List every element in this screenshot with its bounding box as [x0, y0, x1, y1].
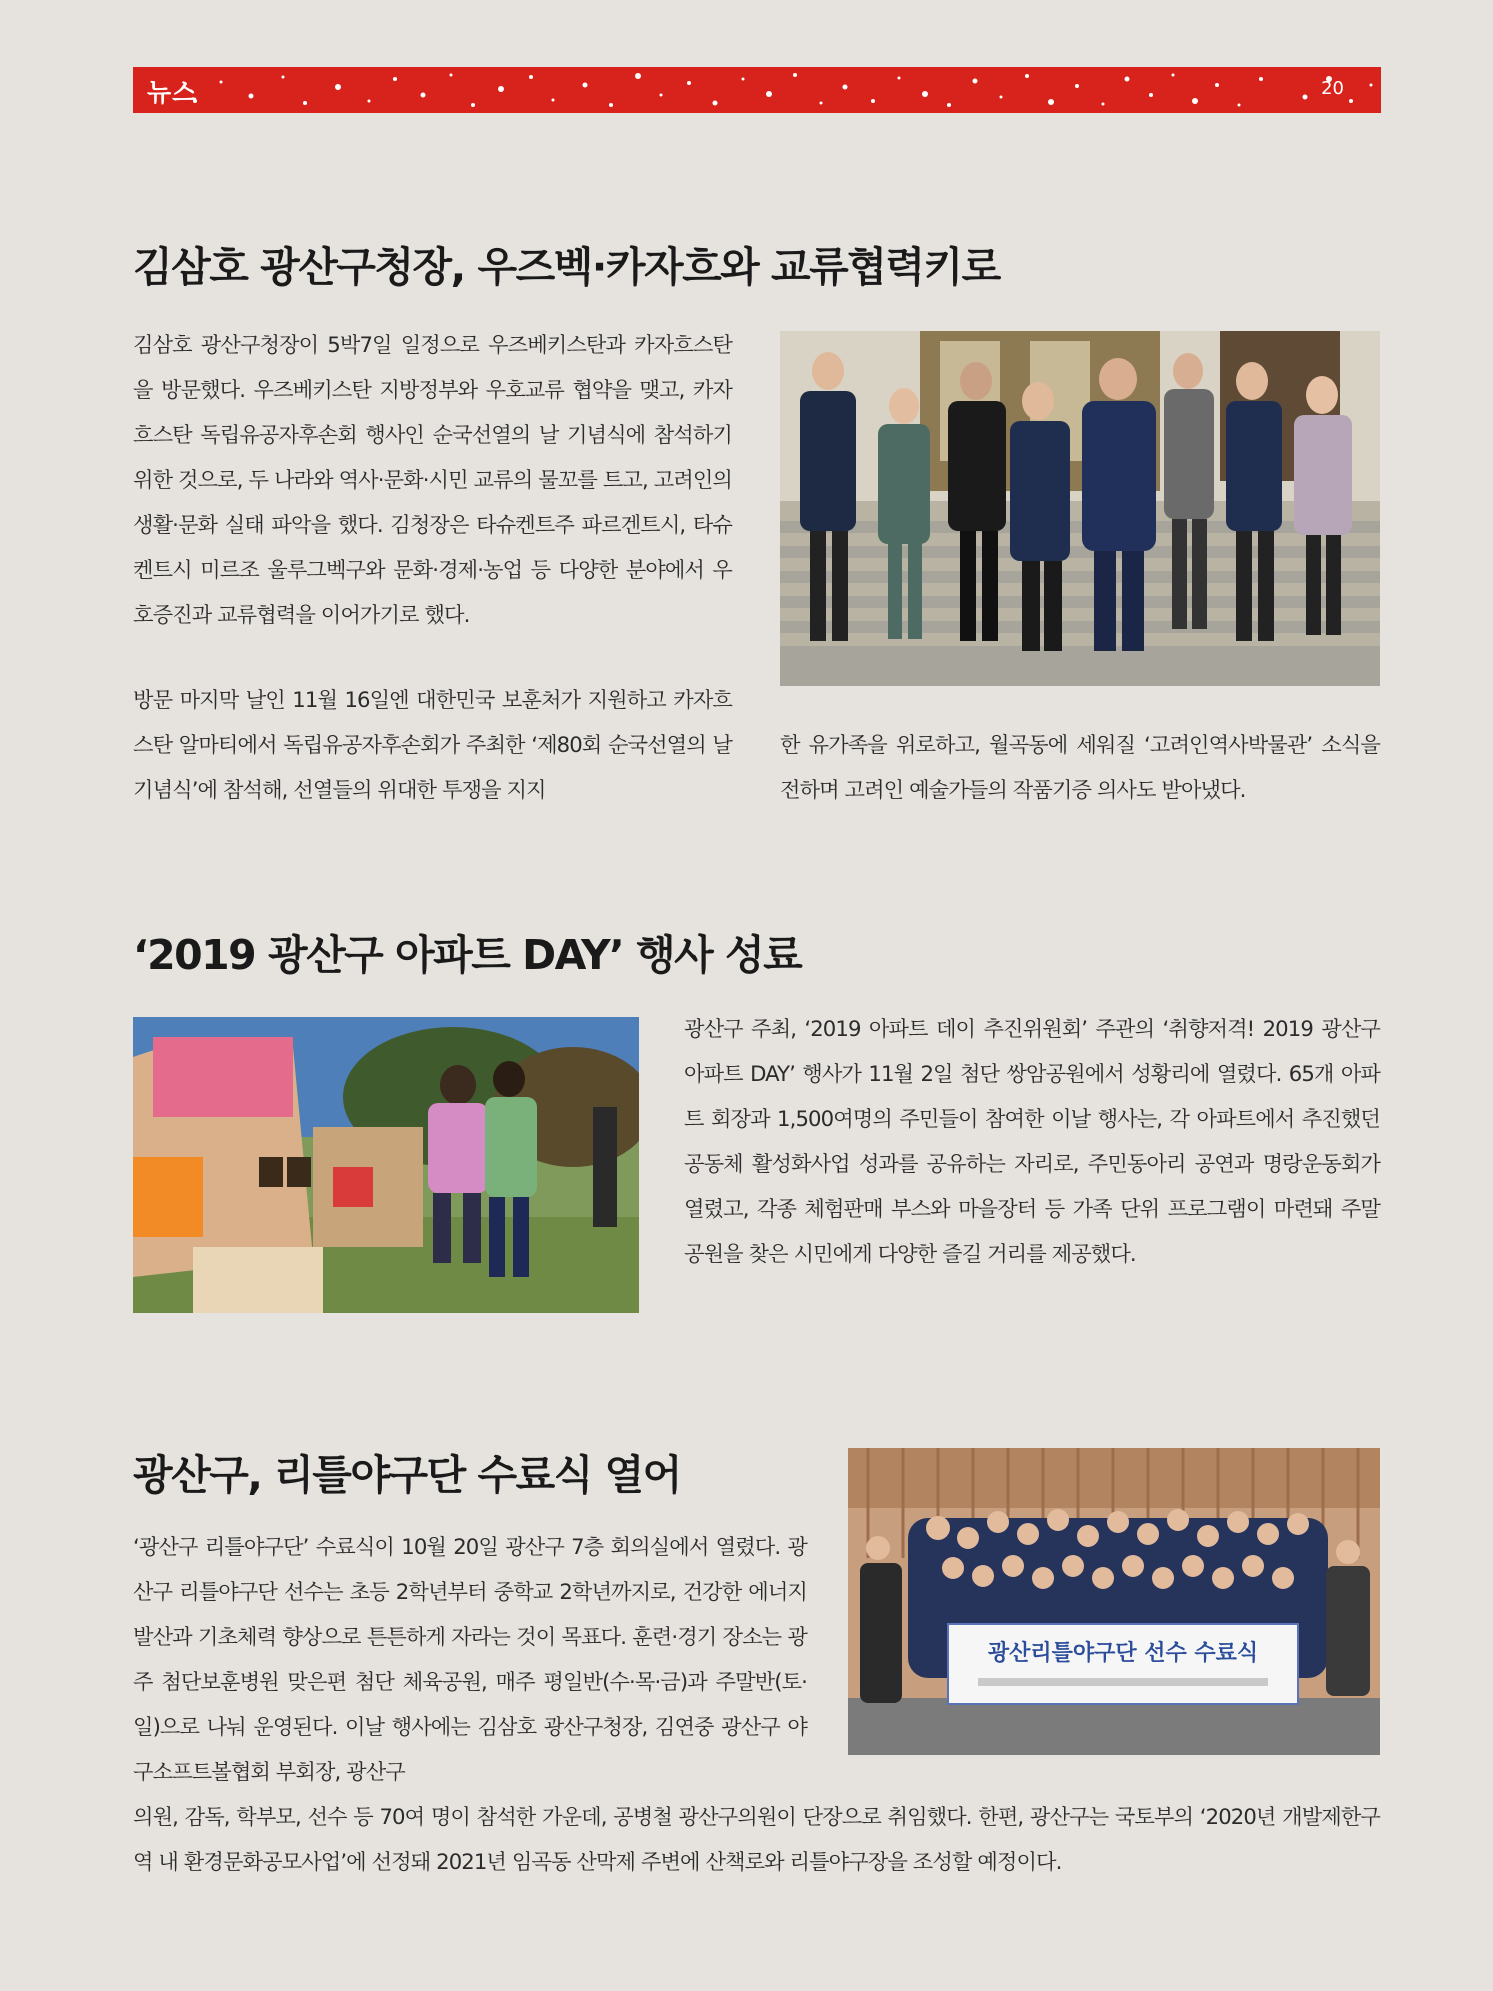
little-baseball-team-photo: [848, 1448, 1380, 1755]
article-1-title: 김삼호 광산구청장, 우즈벡·카자흐와 교류협력키로: [133, 243, 1000, 291]
article-2-title: ‘2019 광산구 아파트 DAY’ 행사 성료: [133, 931, 802, 979]
article-3-title: 광산구, 리틀야구단 수료식 열어: [133, 1451, 681, 1499]
page-number: 20: [1321, 78, 1344, 99]
article-3-paragraph-2: 의원, 감독, 학부모, 선수 등 70여 명이 참석한 가운데, 공병철 광산구의원이 단장으로 취임했다. 한편, 광산구는 국토부의 ‘2020년 개발제한구역 내 환경문화공모사업’에 선정돼 2021년 임곡동 산막제 주변에 산책로와 리틀야구장을 조성할 예정이다.: [133, 1804, 1380, 1874]
article-1-photo: [780, 331, 1380, 686]
article-1-paragraph-2: 방문 마지막 날인 11월 16일엔 대한민국 보훈처가 지원하고 카자흐스탄 알마티에서 독립유공자후손회가 주최한 ‘제80회 순국선열의 날 기념식’에 참석해, 선열들의 위대한 투쟁을 지지: [133, 687, 732, 802]
article-1-paragraph-3: 한 유가족을 위로하고, 월곡동에 세워질 ‘고려인역사박물관’ 소식을 전하며 고려인 예술가들의 작품기증 의사도 받아냈다.: [780, 732, 1380, 802]
section-label: 뉴스: [147, 78, 198, 107]
banner-text: 광산리틀야구단 선수 수료식: [987, 1641, 1259, 1666]
article-3-photo: [848, 1448, 1380, 1755]
article-3-paragraph-1: ‘광산구 리틀야구단’ 수료식이 10월 20일 광산구 7층 회의실에서 열렸다. 광산구 리틀야구단 선수는 초등 2학년부터 중학교 2학년까지로, 건강한 에너지 발산과 기초체력 향상으로 튼튼하게 자라는 것이 목표다. 훈련·경기 장소는 광주 첨단보훈병원 맞은편 첨단 체육공원, 매주 평일반(수·목·금)과 주말반(토·일)으로 나눠 운영된다. 이날 행사에는 김삼호 광산구청장, 김연중 광산구 야구소프트볼협회 부회장, 광산구: [133, 1534, 807, 1784]
article-1-paragraph-1: 김삼호 광산구청장이 5박7일 일정으로 우즈베키스탄과 카자흐스탄을 방문했다. 우즈베키스탄 지방정부와 우호교류 협약을 맺고, 카자흐스탄 독립유공자후손회 행사인 순국선열의 날 기념식에 참석하기 위한 것으로, 두 나라와 역사·문화·시민 교류의 물꼬를 트고, 고려인의 생활·문화 실태 파악을 했다. 김청장은 타슈켄트주 파르겐트시, 타슈켄트시 미르조 울루그벡구와 문화·경제·농업 등 다양한 분야에서 우호증진과 교류협력을 이어가기로 했다.: [133, 332, 732, 627]
apartment-day-photo: [133, 1017, 639, 1313]
article-2-photo: [133, 1017, 639, 1313]
header-dot-pattern: [133, 67, 1381, 113]
page-header: [133, 67, 1381, 113]
officials-group-photo: [780, 331, 1380, 686]
article-2-paragraph-1: 광산구 주최, ‘2019 아파트 데이 추진위원회’ 주관의 ‘취향저격! 2019 광산구 아파트 DAY’ 행사가 11월 2일 첨단 쌍암공원에서 성황리에 열렸다. 65개 아파트 회장과 1,500여명의 주민들이 참여한 이날 행사는, 각 아파트에서 추진했던 공동체 활성화사업 성과를 공유하는 자리로, 주민동아리 공연과 명랑운동회가 열렸고, 각종 체험판매 부스와 마을장터 등 가족 단위 프로그램이 마련돼 주말 공원을 찾은 시민에게 다양한 즐길 거리를 제공했다.: [684, 1016, 1380, 1266]
